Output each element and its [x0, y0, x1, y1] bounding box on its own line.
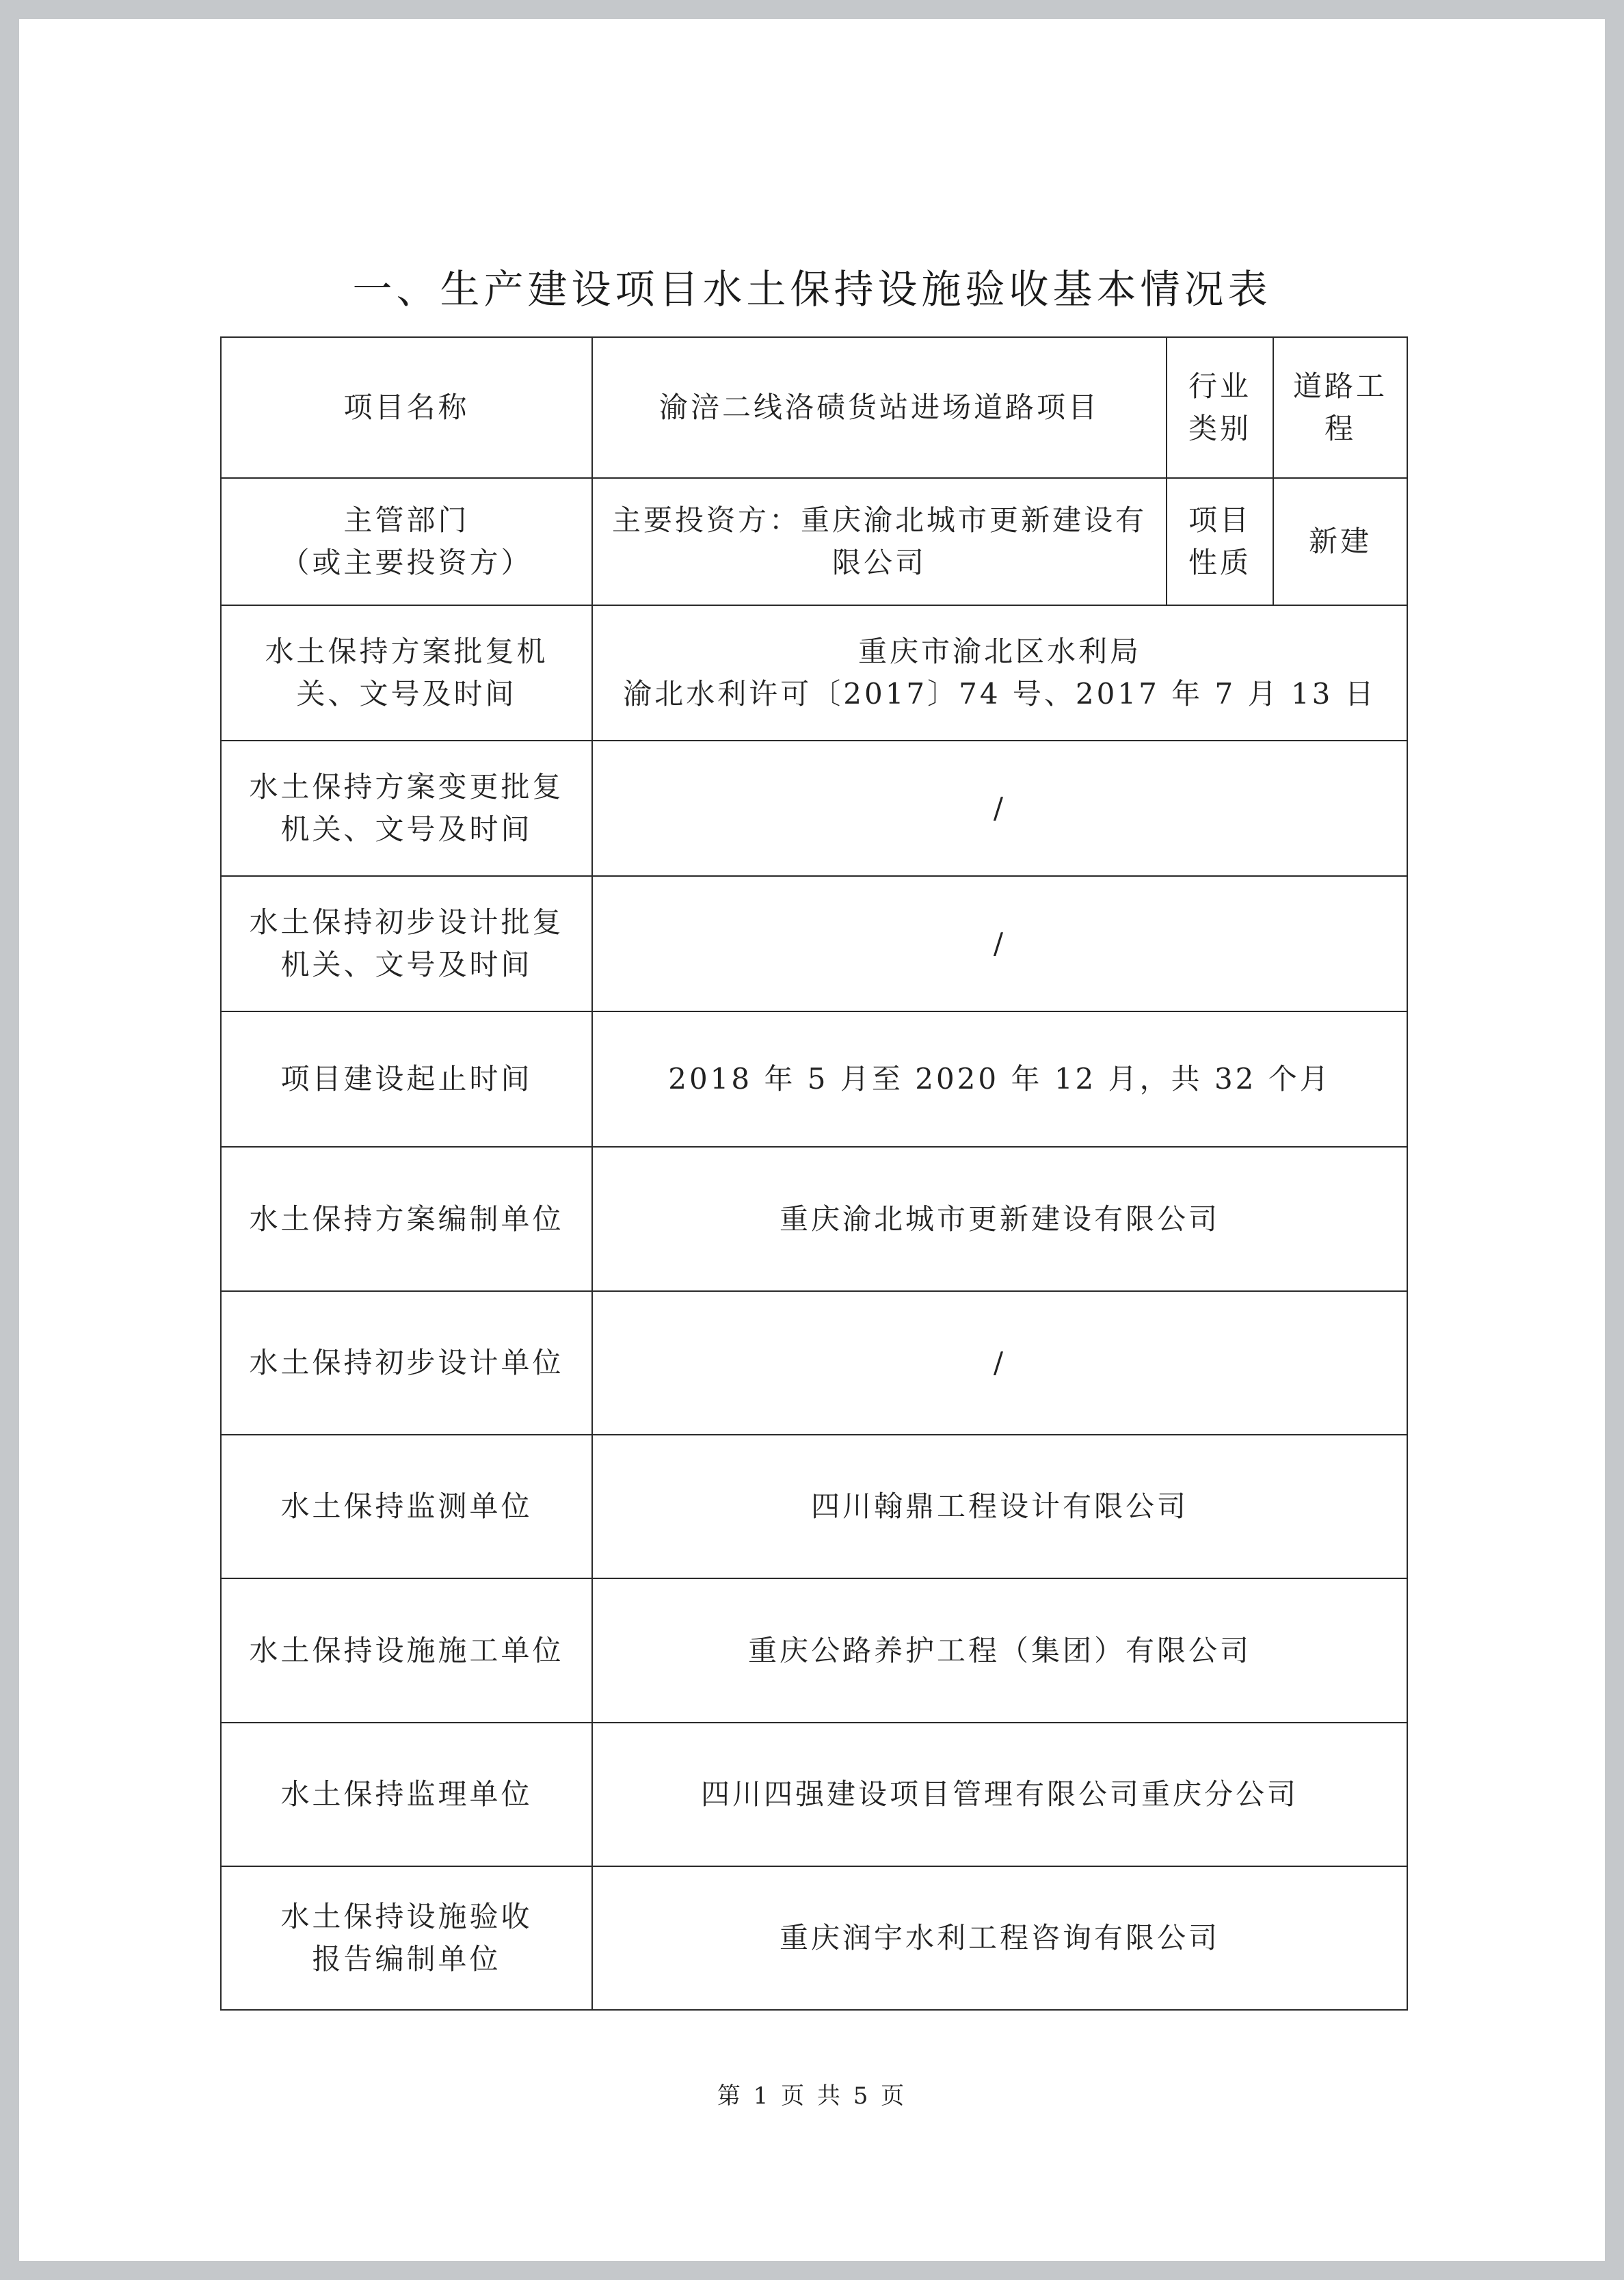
preliminary-design-approval-value: / — [592, 876, 1407, 1011]
nature-label-line1: 项目 — [1188, 503, 1251, 537]
table-row-preliminary-designer — [221, 1291, 1407, 1435]
construction-unit-value: 重庆公路养护工程（集团）有限公司 — [592, 1578, 1407, 1723]
authority-label — [221, 478, 592, 605]
preliminary-design-approval-label — [221, 876, 592, 1011]
industry-value-line2: 程 — [1324, 412, 1356, 445]
authority-value-line2: 限公司 — [831, 546, 927, 579]
table-row-construction-period — [221, 1011, 1407, 1147]
table-row-preliminary-design-approval — [221, 876, 1407, 1011]
table-row-project-name — [221, 337, 1407, 478]
table-row-plan-approval — [221, 605, 1407, 741]
plan-compiler-value: 重庆渝北城市更新建设有限公司 — [592, 1147, 1407, 1291]
supervision-unit-label: 水土保持监理单位 — [221, 1723, 592, 1866]
industry-value-line1: 道路工 — [1292, 369, 1387, 403]
construction-period-value: 2018 年 5 月至 2020 年 12 月，共 32 个月 — [592, 1011, 1407, 1147]
table-row-plan-change — [221, 741, 1407, 876]
industry-label-line2: 类别 — [1188, 412, 1251, 445]
plan-approval-value-line1: 重庆市渝北区水利局 — [857, 635, 1141, 668]
supervision-unit-value: 四川四强建设项目管理有限公司重庆分公司 — [592, 1723, 1407, 1866]
document-page — [19, 19, 1605, 2261]
table-row-plan-compiler — [221, 1147, 1407, 1291]
nature-value: 新建 — [1273, 478, 1407, 605]
table-row-acceptance-report-unit — [221, 1866, 1407, 2010]
monitoring-unit-value: 四川翰鼎工程设计有限公司 — [592, 1435, 1407, 1578]
plan-approval-label-line2: 关、文号及时间 — [296, 677, 517, 711]
industry-label-line1: 行业 — [1188, 369, 1251, 403]
authority-label-line1: 主管部门 — [343, 503, 470, 537]
authority-label-line2: （或主要投资方） — [280, 546, 533, 579]
table-row-authority — [221, 478, 1407, 605]
project-name-label: 项目名称 — [221, 337, 592, 478]
monitoring-unit-label: 水土保持监测单位 — [221, 1435, 592, 1578]
preliminary-designer-value: / — [592, 1291, 1407, 1435]
table-row-supervision-unit — [221, 1723, 1407, 1866]
plan-change-label — [221, 741, 592, 876]
plan-approval-value-line2: 渝北水利许可〔2017〕74 号、2017 年 7 月 13 日 — [623, 677, 1376, 711]
acceptance-report-unit-label-line2: 报告编制单位 — [312, 1942, 501, 1976]
construction-period-label: 项目建设起止时间 — [221, 1011, 592, 1147]
basic-info-table — [220, 336, 1408, 2011]
preliminary-design-approval-label-line2: 机关、文号及时间 — [280, 948, 533, 981]
authority-value — [592, 478, 1167, 605]
acceptance-report-unit-value: 重庆润宇水利工程咨询有限公司 — [592, 1866, 1407, 2010]
page-number: 第 1 页 共 5 页 — [717, 2082, 907, 2110]
industry-value — [1273, 337, 1407, 478]
plan-approval-label — [221, 605, 592, 741]
plan-change-label-line1: 水土保持方案变更批复 — [249, 770, 564, 804]
preliminary-design-approval-label-line1: 水土保持初步设计批复 — [249, 905, 564, 939]
authority-value-line1: 主要投资方：重庆渝北城市更新建设有 — [611, 503, 1147, 537]
nature-label-line2: 性质 — [1188, 546, 1251, 579]
plan-compiler-label: 水土保持方案编制单位 — [221, 1147, 592, 1291]
project-name-value: 渝涪二线洛碛货站进场道路项目 — [592, 337, 1167, 478]
plan-change-value: / — [592, 741, 1407, 876]
nature-label — [1167, 478, 1273, 605]
construction-unit-label: 水土保持设施施工单位 — [221, 1578, 592, 1723]
plan-approval-label-line1: 水土保持方案批复机 — [265, 635, 548, 668]
plan-approval-value — [592, 605, 1407, 741]
industry-label — [1167, 337, 1273, 478]
page-title: 一、生产建设项目水土保持设施验收基本情况表 — [352, 266, 1272, 313]
acceptance-report-unit-label — [221, 1866, 592, 2010]
table-row-monitoring-unit — [221, 1435, 1407, 1578]
plan-change-label-line2: 机关、文号及时间 — [280, 812, 533, 846]
acceptance-report-unit-label-line1: 水土保持设施验收 — [280, 1900, 533, 1933]
preliminary-designer-label: 水土保持初步设计单位 — [221, 1291, 592, 1435]
table-row-construction-unit — [221, 1578, 1407, 1723]
